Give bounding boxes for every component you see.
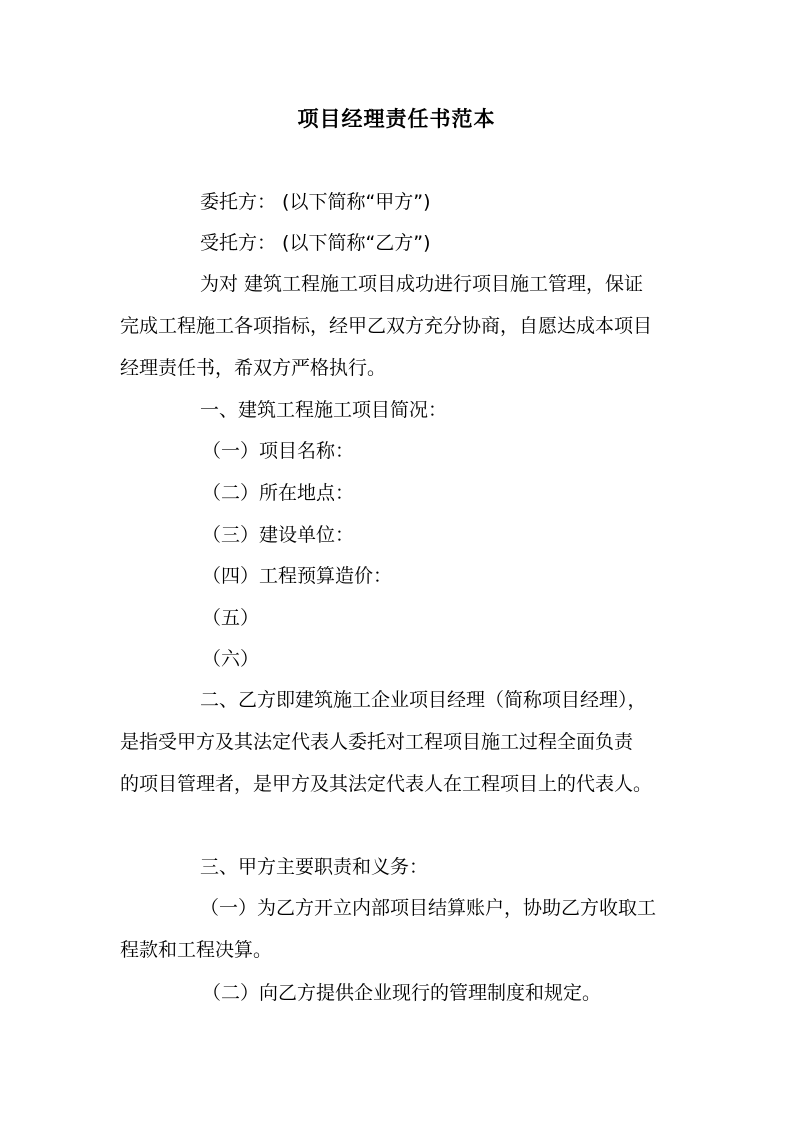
section1-item: （五）	[202, 607, 260, 629]
section2-line: 二、乙方即建筑施工企业项目经理（简称项目经理），	[200, 689, 647, 711]
section3-item1	[120, 887, 676, 971]
section1-item: （一）项目名称：	[202, 440, 355, 462]
section2-paragraph	[120, 679, 676, 805]
section2-line: 是指受甲方及其法定代表人委托对工程项目施工过程全面负责	[120, 731, 634, 753]
intro-line: 完成工程施工各项指标，经甲乙双方充分协商，自愿达成本项目	[120, 315, 653, 337]
section1-item: （四）工程预算造价：	[202, 565, 393, 587]
intro-line: 为对 建筑工程施工项目成功进行项目施工管理，保证	[200, 273, 644, 295]
agent-line: 受托方： (以下简称“乙方”)	[200, 232, 431, 254]
section1-item: （二）所在地点：	[202, 482, 355, 504]
section1-heading: 一、建筑工程施工项目简况：	[200, 399, 448, 421]
section3-item2: （二）向乙方提供企业现行的管理制度和规定。	[202, 982, 602, 1004]
section3-item1-line: （一）为乙方开立内部项目结算账户，协助乙方收取工	[200, 897, 657, 919]
principal-line: 委托方： (以下简称“甲方”)	[200, 191, 431, 213]
section1-item: （六）	[202, 648, 260, 670]
intro-paragraph	[120, 263, 676, 389]
section2-line: 的项目管理者，是甲方及其法定代表人在工程项目上的代表人。	[120, 773, 653, 795]
section3-item1-line: 程款和工程决算。	[120, 939, 273, 961]
section1-item: （三）建设单位：	[202, 524, 355, 546]
section3-heading: 三、甲方主要职责和义务：	[200, 856, 429, 878]
document-title: 项目经理责任书范本	[297, 107, 496, 131]
intro-line: 经理责任书，希双方严格执行。	[120, 357, 387, 379]
